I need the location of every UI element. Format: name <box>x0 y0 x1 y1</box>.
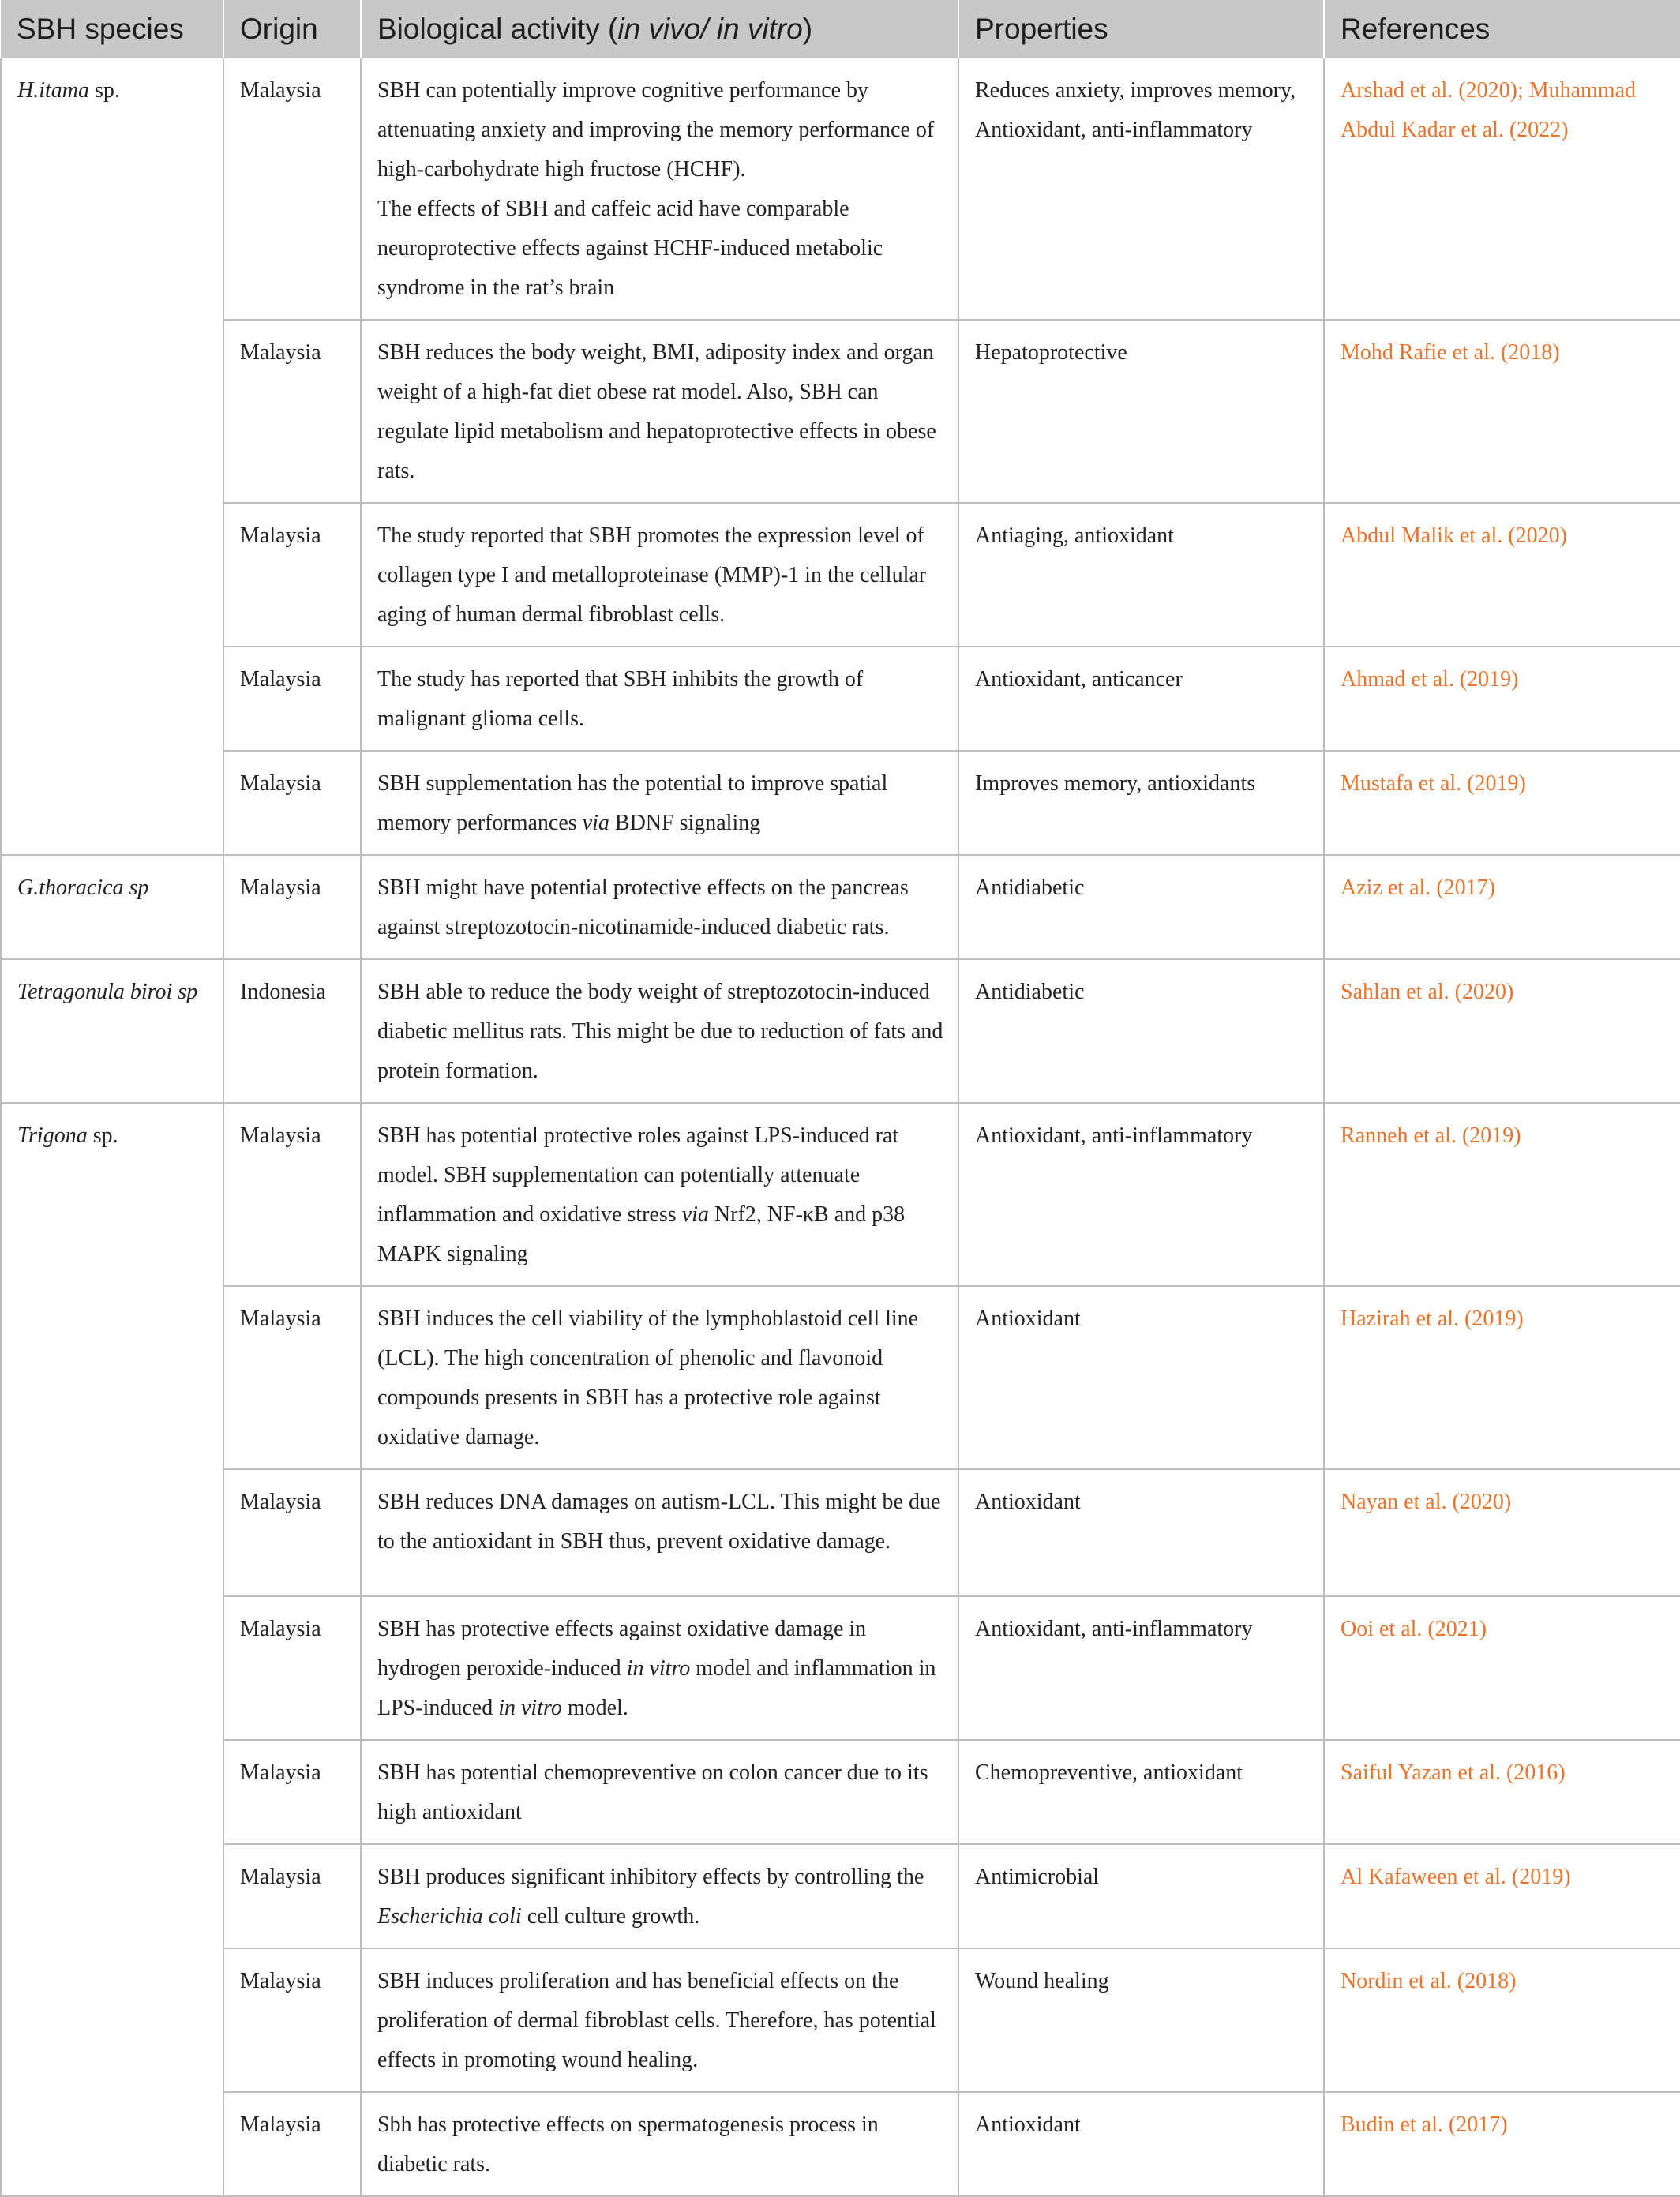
header-references: References <box>1341 13 1491 45</box>
table-row <box>1 320 1680 503</box>
reference-link[interactable]: Mohd Rafie et al. (2018) <box>1324 320 1680 503</box>
reference-link[interactable]: Mustafa et al. (2019) <box>1324 751 1680 855</box>
properties-cell: Antioxidant <box>958 1286 1324 1469</box>
table-header <box>1 0 1680 58</box>
reference-link[interactable]: Saiful Yazan et al. (2016) <box>1324 1740 1680 1844</box>
origin-cell: Indonesia <box>223 959 361 1103</box>
properties-cell: Antidiabetic <box>958 855 1324 959</box>
species-cell: H.itama sp. <box>1 58 223 855</box>
origin-cell: Malaysia <box>223 2092 361 2196</box>
species-cell: Tetragonula biroi sp <box>1 959 223 1103</box>
origin-cell: Malaysia <box>223 1469 361 1596</box>
activity-cell: SBH produces significant inhibitory effects by controlling the Escherichia coli cell culture growth. <box>361 1844 958 1948</box>
activity-cell: Sbh has protective effects on spermatogenesis process in diabetic rats. <box>361 2092 958 2196</box>
properties-cell: Antioxidant, anti-inflammatory <box>958 1103 1324 1286</box>
activity-cell: SBH might have potential protective effects on the pancreas against streptozotocin-nicotinamide-induced diabetic rats. <box>361 855 958 959</box>
properties-cell: Antioxidant, anticancer <box>958 647 1324 751</box>
table-row <box>1 751 1680 855</box>
activity-cell: The study reported that SBH promotes the expression level of collagen type I and metalloproteinase (MMP)-1 in the cellular aging of human dermal fibroblast cells. <box>361 503 958 647</box>
reference-link[interactable]: Ooi et al. (2021) <box>1324 1596 1680 1740</box>
activity-cell: SBH induces proliferation and has beneficial effects on the proliferation of dermal fibroblast cells. Therefore, has potential effects in promoting wound healing. <box>361 1948 958 2092</box>
origin-cell: Malaysia <box>223 1844 361 1948</box>
reference-link[interactable]: Arshad et al. (2020); Muhammad Abdul Kadar et al. (2022) <box>1324 58 1680 320</box>
properties-cell: Improves memory, antioxidants <box>958 751 1324 855</box>
origin-cell: Malaysia <box>223 58 361 320</box>
table-row <box>1 647 1680 751</box>
table-row <box>1 959 1680 1103</box>
table-row <box>1 1948 1680 2092</box>
table-row <box>1 503 1680 647</box>
properties-cell: Reduces anxiety, improves memory, Antioxidant, anti-inflammatory <box>958 58 1324 320</box>
table-row <box>1 1103 1680 1286</box>
properties-cell: Chemopreventive, antioxidant <box>958 1740 1324 1844</box>
table-row <box>1 855 1680 959</box>
reference-link[interactable]: Nayan et al. (2020) <box>1324 1469 1680 1596</box>
table-row <box>1 58 1680 320</box>
origin-cell: Malaysia <box>223 503 361 647</box>
activity-cell: SBH able to reduce the body weight of streptozotocin-induced diabetic mellitus rats. This might be due to reduction of fats and protein formation. <box>361 959 958 1103</box>
origin-cell: Malaysia <box>223 1740 361 1844</box>
activity-cell: SBH induces the cell viability of the lymphoblastoid cell line (LCL). The high concentration of phenolic and flavonoid compounds presents in SBH has a protective role against oxidative damage. <box>361 1286 958 1469</box>
species-cell: Trigona sp. <box>1 1103 223 2196</box>
origin-cell: Malaysia <box>223 1596 361 1740</box>
activity-cell: SBH can potentially improve cognitive performance by attenuating anxiety and improving the memory performance of high-carbohydrate high fructose (HCHF). The effects of SBH and caffeic acid have comparable neuroprotective effects against HCHF-induced metabolic syndrome in the rat’s brain <box>361 58 958 320</box>
species-cell: G.thoracica sp <box>1 855 223 959</box>
origin-cell: Malaysia <box>223 320 361 503</box>
origin-cell: Malaysia <box>223 855 361 959</box>
origin-cell: Malaysia <box>223 647 361 751</box>
properties-cell: Hepatoprotective <box>958 320 1324 503</box>
activity-cell: SBH supplementation has the potential to improve spatial memory performances via BDNF signaling <box>361 751 958 855</box>
properties-cell: Antidiabetic <box>958 959 1324 1103</box>
properties-cell: Antimicrobial <box>958 1844 1324 1948</box>
table-row <box>1 2092 1680 2196</box>
header-row <box>1 0 1680 58</box>
origin-cell: Malaysia <box>223 1286 361 1469</box>
reference-link[interactable]: Sahlan et al. (2020) <box>1324 959 1680 1103</box>
activity-cell: SBH reduces DNA damages on autism-LCL. This might be due to the antioxidant in SBH thus, prevent oxidative damage. <box>361 1469 958 1596</box>
reference-link[interactable]: Abdul Malik et al. (2020) <box>1324 503 1680 647</box>
properties-cell: Antioxidant, anti-inflammatory <box>958 1596 1324 1740</box>
header-activity: Biological activity (in vivo/ in vitro) <box>361 0 958 58</box>
activity-cell: SBH has protective effects against oxidative damage in hydrogen peroxide-induced in vitro model and inflammation in LPS-induced in vitro model. <box>361 1596 958 1740</box>
activity-cell: SBH has potential chemopreventive on colon cancer due to its high antioxidant <box>361 1740 958 1844</box>
origin-cell: Malaysia <box>223 1103 361 1286</box>
activity-cell: SBH has potential protective roles against LPS-induced rat model. SBH supplementation can potentially attenuate inflammation and oxidative stress via Nrf2, NF-κB and p38 MAPK signaling <box>361 1103 958 1286</box>
table-body <box>1 58 1680 2196</box>
reference-link[interactable]: Hazirah et al. (2019) <box>1324 1286 1680 1469</box>
reference-link[interactable]: Nordin et al. (2018) <box>1324 1948 1680 2092</box>
reference-link[interactable]: Aziz et al. (2017) <box>1324 855 1680 959</box>
properties-cell: Wound healing <box>958 1948 1324 2092</box>
table-row <box>1 1740 1680 1844</box>
activity-cell: SBH reduces the body weight, BMI, adiposity index and organ weight of a high-fat diet obese rat model. Also, SBH can regulate lipid metabolism and hepatoprotective effects in obese rats. <box>361 320 958 503</box>
activity-cell: The study has reported that SBH inhibits the growth of malignant glioma cells. <box>361 647 958 751</box>
properties-cell: Antioxidant <box>958 1469 1324 1596</box>
origin-cell: Malaysia <box>223 1948 361 2092</box>
properties-cell: Antioxidant <box>958 2092 1324 2196</box>
properties-cell: Antiaging, antioxidant <box>958 503 1324 647</box>
table-row <box>1 1596 1680 1740</box>
header-origin: Origin <box>223 0 361 58</box>
table-row <box>1 1469 1680 1596</box>
reference-link[interactable]: Al Kafaween et al. (2019) <box>1324 1844 1680 1948</box>
header-properties: Properties <box>958 0 1324 58</box>
reference-link[interactable]: Ranneh et al. (2019) <box>1324 1103 1680 1286</box>
reference-link[interactable]: Ahmad et al. (2019) <box>1324 647 1680 751</box>
origin-cell: Malaysia <box>223 751 361 855</box>
header-species: SBH species <box>1 0 223 58</box>
table-row <box>1 1286 1680 1469</box>
reference-link[interactable]: Budin et al. (2017) <box>1324 2092 1680 2196</box>
table-row <box>1 1844 1680 1948</box>
